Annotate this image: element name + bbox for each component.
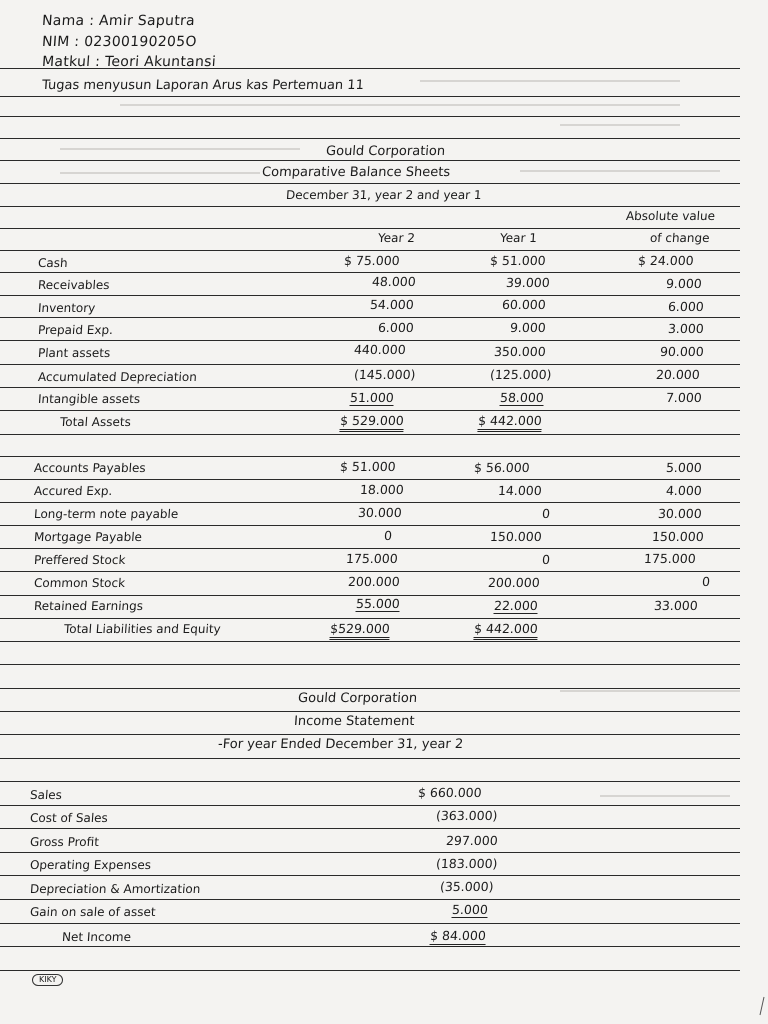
is-net-income: $ 84.000 xyxy=(429,929,486,947)
bs-change-value: 90.000 xyxy=(659,344,705,359)
bs-year1-value: $ 51.000 xyxy=(489,253,547,268)
bs-year1-value: 39.000 xyxy=(505,275,551,290)
bs-label: Accured Exp. xyxy=(33,484,113,498)
bs-year2-value: 48.000 xyxy=(371,274,417,289)
bs-year1-value: 200.000 xyxy=(487,575,541,590)
bs-label: Receivables xyxy=(37,278,111,292)
bs-change-value: 4.000 xyxy=(665,483,703,498)
bs-year1-value: 14.000 xyxy=(497,483,543,498)
bs-date: December 31, year 2 and year 1 xyxy=(285,188,483,202)
bs-label: Accumulated Depreciation xyxy=(37,370,198,384)
bs-year2-value: 55.000 xyxy=(355,596,401,611)
bs-year2-value: 18.000 xyxy=(359,482,405,497)
bs-year1-value: 22.000 xyxy=(493,598,539,613)
bs-label: Plant assets xyxy=(37,346,111,360)
bs-change-value: 0 xyxy=(701,574,711,589)
bs-year2-total: $529.000 xyxy=(329,622,390,640)
is-period: -For year Ended December 31, year 2 xyxy=(217,737,464,752)
bs-year1-value: $ 56.000 xyxy=(473,460,531,475)
bs-year1-value: (125.000) xyxy=(489,367,553,382)
course-name: Matkul : Teori Akuntansi xyxy=(41,54,217,70)
bs-year2-value: 6.000 xyxy=(377,320,415,335)
bs-year1-total: $ 442.000 xyxy=(477,414,542,432)
bs-year1-value: 0 xyxy=(541,506,551,521)
bs-label: Cash xyxy=(37,256,69,270)
is-label: Sales xyxy=(29,788,63,802)
bs-year2-value: 30.000 xyxy=(357,505,403,520)
bs-change-value: 30.000 xyxy=(657,506,703,521)
col-change-head-1: Absolute value xyxy=(625,209,716,223)
bs-year1-value: 9.000 xyxy=(509,320,547,335)
assignment-title: Tugas menyusun Laporan Arus kas Pertemuan 11 xyxy=(41,78,365,93)
bs-change-value: 150.000 xyxy=(651,529,705,544)
is-amount: 297.000 xyxy=(445,833,499,848)
is-amount: $ 660.000 xyxy=(417,785,483,800)
bs-year1-value: 60.000 xyxy=(501,297,547,312)
bs-change-value: 3.000 xyxy=(667,321,705,336)
is-amount: (183.000) xyxy=(435,856,499,871)
bs-label: Preffered Stock xyxy=(33,553,126,567)
bs-year1-value: 150.000 xyxy=(489,529,543,544)
bs-year2-value: 0 xyxy=(383,528,393,543)
bs-change-value: $ 24.000 xyxy=(637,253,695,268)
bs-change-value: 5.000 xyxy=(665,460,703,475)
bs-label: Total Assets xyxy=(59,415,132,429)
is-label: Gross Profit xyxy=(29,835,100,849)
bs-year2-value: 175.000 xyxy=(345,551,399,566)
bs-year2-value: 51.000 xyxy=(349,390,395,405)
bs-change-value: 7.000 xyxy=(665,390,703,405)
bs-label: Mortgage Payable xyxy=(33,530,143,544)
bs-label: Long-term note payable xyxy=(33,507,179,521)
bs-year2-value: $ 75.000 xyxy=(343,253,401,268)
is-label: Net Income xyxy=(61,930,132,944)
col-year1-head: Year 1 xyxy=(499,231,538,245)
bs-label: Inventory xyxy=(37,301,96,315)
bs-year1-value: 0 xyxy=(541,552,551,567)
bs-year2-value: 200.000 xyxy=(347,574,401,589)
bs-year1-value: 58.000 xyxy=(499,390,545,405)
bs-change-value: 175.000 xyxy=(643,551,697,566)
is-amount: (363.000) xyxy=(435,808,499,823)
bs-change-value: 20.000 xyxy=(655,367,701,382)
student-name: Nama : Amir Saputra xyxy=(41,13,196,29)
bs-year2-value: 54.000 xyxy=(369,297,415,312)
bs-label: Retained Earnings xyxy=(33,599,144,613)
bs-year1-value: 350.000 xyxy=(493,344,547,359)
bs-label: Total Liabilities and Equity xyxy=(63,622,222,636)
bs-label: Intangible assets xyxy=(37,392,141,406)
bs-company: Gould Corporation xyxy=(325,144,446,159)
pen-mark xyxy=(758,996,766,1016)
bs-year2-total: $ 529.000 xyxy=(339,414,404,432)
is-statement-title: Income Statement xyxy=(293,714,415,729)
bs-change-value: 33.000 xyxy=(653,598,699,613)
col-year2-head: Year 2 xyxy=(377,231,416,245)
is-amount: (35.000) xyxy=(439,879,495,894)
is-label: Depreciation & Amortization xyxy=(29,882,201,896)
is-label: Cost of Sales xyxy=(29,811,109,825)
bs-change-value: 9.000 xyxy=(665,276,703,291)
bs-year2-value: $ 51.000 xyxy=(339,459,397,474)
bs-change-value: 6.000 xyxy=(667,299,705,314)
notebook-stamp: KIKY xyxy=(32,974,63,986)
is-amount: 5.000 xyxy=(451,902,489,917)
is-label: Operating Expenses xyxy=(29,858,152,872)
bs-label: Prepaid Exp. xyxy=(37,323,114,337)
is-company: Gould Corporation xyxy=(297,691,418,706)
is-label: Gain on sale of asset xyxy=(29,905,157,919)
bs-statement-title: Comparative Balance Sheets xyxy=(261,165,451,180)
bs-year1-total: $ 442.000 xyxy=(473,622,538,640)
col-change-head-2: of change xyxy=(649,231,711,245)
bs-year2-value: 440.000 xyxy=(353,342,407,357)
bs-label: Common Stock xyxy=(33,576,126,590)
bs-year2-value: (145.000) xyxy=(353,367,417,382)
bs-label: Accounts Payables xyxy=(33,461,147,475)
student-nim: NIM : 02300190205O xyxy=(41,34,198,50)
